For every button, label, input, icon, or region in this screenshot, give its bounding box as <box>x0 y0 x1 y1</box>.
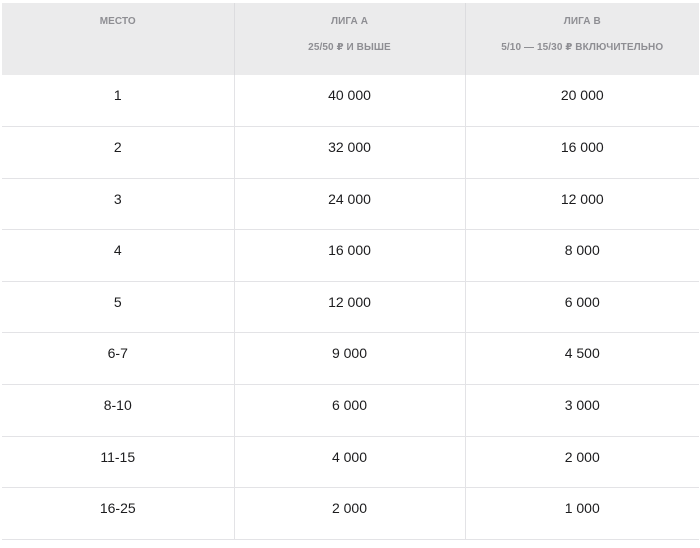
table-row <box>2 333 699 385</box>
header-league-b <box>465 3 699 75</box>
header-row <box>2 3 699 75</box>
table-body <box>2 75 699 539</box>
table-row <box>2 230 699 282</box>
cell-place: 16-25 <box>2 488 234 540</box>
cell-league-b-prize: 20 000 <box>560 87 604 103</box>
cell-league-b-prize: 3 000 <box>564 397 600 414</box>
cell-league-b-prize: 16 000 <box>560 139 604 156</box>
cell-place: 6-7 <box>2 333 234 385</box>
table-row <box>2 488 699 540</box>
cell-league-a-prize: 32 000 <box>234 127 465 179</box>
cell-place: 3 <box>2 178 234 230</box>
cell-place: 1 <box>2 75 234 127</box>
table-row <box>2 127 699 179</box>
cell-league-a-prize: 6 000 <box>234 385 465 437</box>
prize-table-container <box>2 3 699 540</box>
header-league-a-title: ЛИГА A <box>330 16 369 27</box>
table-row <box>2 281 699 333</box>
header-league-b-stakes: 5/10 — 15/30 ₽ ВКЛЮЧИТЕЛЬНО <box>501 42 664 53</box>
cell-league-a-prize: 12 000 <box>234 281 465 333</box>
table-row <box>2 385 699 437</box>
cell-place: 2 <box>2 127 234 179</box>
cell-place: 5 <box>2 281 234 333</box>
table-row <box>2 75 699 127</box>
header-place-title: МЕСТО <box>99 16 136 27</box>
cell-league-a-prize: 40 000 <box>234 75 465 127</box>
cell-league-a-prize: 24 000 <box>234 178 465 230</box>
cell-league-b-prize: 4 500 <box>564 345 600 362</box>
cell-league-b-prize: 8 000 <box>564 242 600 259</box>
cell-place: 4 <box>2 230 234 282</box>
cell-league-b-prize: 12 000 <box>560 190 604 207</box>
cell-league-a-prize: 2 000 <box>234 488 465 540</box>
header-league-a <box>234 3 465 75</box>
cell-league-a-prize: 4 000 <box>234 436 465 488</box>
header-league-b-title: ЛИГА B <box>563 16 601 27</box>
header-league-a-stakes: 25/50 ₽ И ВЫШЕ <box>308 42 391 53</box>
cell-league-a-prize: 16 000 <box>234 230 465 282</box>
table-row <box>2 436 699 488</box>
cell-place: 8-10 <box>2 385 234 437</box>
header-place <box>2 3 234 75</box>
cell-league-b-prize: 1 000 <box>564 500 600 517</box>
table-row <box>2 178 699 230</box>
cell-place: 11-15 <box>2 436 234 488</box>
cell-league-b-prize: 2 000 <box>564 448 600 465</box>
cell-league-b-prize: 6 000 <box>564 293 600 310</box>
table-header <box>2 3 699 75</box>
prize-table <box>2 3 699 540</box>
cell-league-a-prize: 9 000 <box>234 333 465 385</box>
